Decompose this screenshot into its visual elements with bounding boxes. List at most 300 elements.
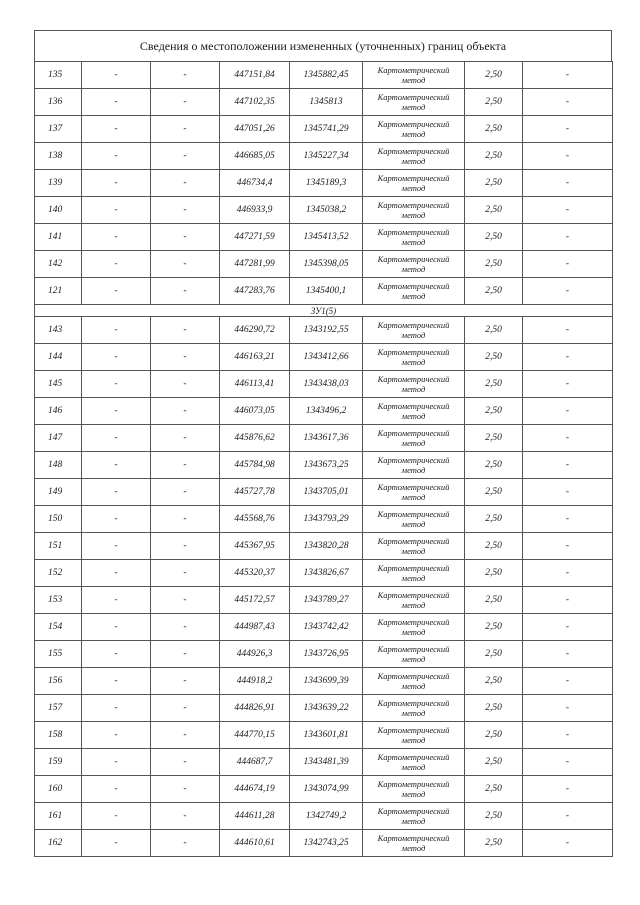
method-cell xyxy=(363,749,465,776)
point-number: 144 xyxy=(35,344,82,371)
x-coordinate: 444987,43 xyxy=(220,614,290,641)
description-cell: - xyxy=(523,533,613,560)
old-y-cell: - xyxy=(151,479,220,506)
x-coordinate: 446163,21 xyxy=(220,344,290,371)
old-y-cell: - xyxy=(151,803,220,830)
y-coordinate: 1343726,95 xyxy=(290,641,363,668)
method-text: метод xyxy=(401,465,426,475)
x-coordinate: 445568,76 xyxy=(220,506,290,533)
method-text: метод xyxy=(401,357,426,367)
y-coordinate: 1345813 xyxy=(290,89,363,116)
old-x-cell: - xyxy=(82,344,151,371)
accuracy-cell: 2,50 xyxy=(465,695,523,722)
table-row xyxy=(35,116,613,143)
method-text: метод xyxy=(401,843,426,853)
y-coordinate: 1345189,3 xyxy=(290,170,363,197)
accuracy-cell: 2,50 xyxy=(465,749,523,776)
y-coordinate: 1343074,99 xyxy=(290,776,363,803)
table-row xyxy=(35,749,613,776)
method-text: метод xyxy=(401,210,426,220)
method-text: метод xyxy=(401,789,426,799)
accuracy-cell: 2,50 xyxy=(465,641,523,668)
old-y-cell: - xyxy=(151,452,220,479)
old-x-cell: - xyxy=(82,251,151,278)
accuracy-cell: 2,50 xyxy=(465,614,523,641)
x-coordinate: 447283,76 xyxy=(220,278,290,305)
description-cell: - xyxy=(523,749,613,776)
table-row xyxy=(35,62,613,89)
description-cell: - xyxy=(523,668,613,695)
point-number: 145 xyxy=(35,371,82,398)
method-text: метод xyxy=(401,129,426,139)
description-cell: - xyxy=(523,452,613,479)
old-y-cell: - xyxy=(151,560,220,587)
accuracy-cell: 2,50 xyxy=(465,560,523,587)
x-coordinate: 444918,2 xyxy=(220,668,290,695)
y-coordinate: 1343699,39 xyxy=(290,668,363,695)
point-number: 157 xyxy=(35,695,82,722)
description-cell: - xyxy=(523,398,613,425)
description-cell: - xyxy=(523,143,613,170)
old-x-cell: - xyxy=(82,560,151,587)
accuracy-cell: 2,50 xyxy=(465,197,523,224)
method-text: метод xyxy=(401,546,426,556)
old-x-cell: - xyxy=(82,776,151,803)
x-coordinate: 445320,37 xyxy=(220,560,290,587)
method-text: Картометрический xyxy=(377,752,450,762)
accuracy-cell: 2,50 xyxy=(465,398,523,425)
point-number: 140 xyxy=(35,197,82,224)
method-text: Картометрический xyxy=(377,644,450,654)
table-row xyxy=(35,830,613,857)
old-y-cell: - xyxy=(151,749,220,776)
old-x-cell: - xyxy=(82,722,151,749)
description-cell: - xyxy=(523,425,613,452)
y-coordinate: 1343742,42 xyxy=(290,614,363,641)
old-x-cell: - xyxy=(82,695,151,722)
method-text: Картометрический xyxy=(377,254,450,264)
x-coordinate: 446734,4 xyxy=(220,170,290,197)
table-row xyxy=(35,89,613,116)
accuracy-cell: 2,50 xyxy=(465,170,523,197)
old-y-cell: - xyxy=(151,197,220,224)
accuracy-cell: 2,50 xyxy=(465,344,523,371)
x-coordinate: 445727,78 xyxy=(220,479,290,506)
table-row xyxy=(35,224,613,251)
method-text: Картометрический xyxy=(377,401,450,411)
old-y-cell: - xyxy=(151,425,220,452)
table-row xyxy=(35,668,613,695)
method-text: Картометрический xyxy=(377,482,450,492)
x-coordinate: 447051,26 xyxy=(220,116,290,143)
method-text: Картометрический xyxy=(377,698,450,708)
document-page xyxy=(34,30,612,857)
old-x-cell: - xyxy=(82,143,151,170)
y-coordinate: 1345413,52 xyxy=(290,224,363,251)
x-coordinate: 446113,41 xyxy=(220,371,290,398)
accuracy-cell: 2,50 xyxy=(465,587,523,614)
accuracy-cell: 2,50 xyxy=(465,506,523,533)
old-y-cell: - xyxy=(151,776,220,803)
x-coordinate: 447102,35 xyxy=(220,89,290,116)
old-y-cell: - xyxy=(151,722,220,749)
accuracy-cell: 2,50 xyxy=(465,371,523,398)
point-number: 162 xyxy=(35,830,82,857)
method-text: метод xyxy=(401,291,426,301)
y-coordinate: 1342743,25 xyxy=(290,830,363,857)
old-y-cell: - xyxy=(151,695,220,722)
point-number: 143 xyxy=(35,317,82,344)
table-row xyxy=(35,452,613,479)
method-cell xyxy=(363,425,465,452)
method-cell xyxy=(363,62,465,89)
old-x-cell: - xyxy=(82,116,151,143)
table-row xyxy=(35,371,613,398)
accuracy-cell: 2,50 xyxy=(465,479,523,506)
y-coordinate: 1345227,34 xyxy=(290,143,363,170)
accuracy-cell: 2,50 xyxy=(465,251,523,278)
method-cell xyxy=(363,479,465,506)
y-coordinate: 1343793,29 xyxy=(290,506,363,533)
method-text: Картометрический xyxy=(377,725,450,735)
table-title: Сведения о местоположении измененных (уточненных) границ объекта xyxy=(34,30,612,61)
x-coordinate: 444926,3 xyxy=(220,641,290,668)
old-x-cell: - xyxy=(82,89,151,116)
method-cell xyxy=(363,668,465,695)
description-cell: - xyxy=(523,224,613,251)
method-text: Картометрический xyxy=(377,563,450,573)
method-text: метод xyxy=(401,627,426,637)
accuracy-cell: 2,50 xyxy=(465,830,523,857)
y-coordinate: 1343826,67 xyxy=(290,560,363,587)
description-cell: - xyxy=(523,479,613,506)
old-x-cell: - xyxy=(82,278,151,305)
y-coordinate: 1343481,39 xyxy=(290,749,363,776)
method-text: метод xyxy=(401,762,426,772)
x-coordinate: 444687,7 xyxy=(220,749,290,776)
table-row xyxy=(35,803,613,830)
method-text: метод xyxy=(401,183,426,193)
method-text: Картометрический xyxy=(377,590,450,600)
method-cell xyxy=(363,197,465,224)
point-number: 158 xyxy=(35,722,82,749)
old-x-cell: - xyxy=(82,614,151,641)
old-x-cell: - xyxy=(82,803,151,830)
description-cell: - xyxy=(523,695,613,722)
old-y-cell: - xyxy=(151,89,220,116)
description-cell: - xyxy=(523,587,613,614)
method-text: Картометрический xyxy=(377,455,450,465)
x-coordinate: 446933,9 xyxy=(220,197,290,224)
table-row xyxy=(35,722,613,749)
method-cell xyxy=(363,587,465,614)
y-coordinate: 1343496,2 xyxy=(290,398,363,425)
description-cell: - xyxy=(523,278,613,305)
old-x-cell: - xyxy=(82,641,151,668)
method-text: Картометрический xyxy=(377,200,450,210)
old-x-cell: - xyxy=(82,533,151,560)
y-coordinate: 1345882,45 xyxy=(290,62,363,89)
method-text: Картометрический xyxy=(377,227,450,237)
x-coordinate: 445784,98 xyxy=(220,452,290,479)
method-text: Картометрический xyxy=(377,374,450,384)
method-text: метод xyxy=(401,681,426,691)
y-coordinate: 1345398,05 xyxy=(290,251,363,278)
method-text: Картометрический xyxy=(377,617,450,627)
method-text: метод xyxy=(401,708,426,718)
point-number: 150 xyxy=(35,506,82,533)
method-text: метод xyxy=(401,654,426,664)
method-text: Картометрический xyxy=(377,536,450,546)
point-number: 136 xyxy=(35,89,82,116)
method-cell xyxy=(363,776,465,803)
y-coordinate: 1345741,29 xyxy=(290,116,363,143)
x-coordinate: 444770,15 xyxy=(220,722,290,749)
table-row xyxy=(35,398,613,425)
description-cell: - xyxy=(523,89,613,116)
accuracy-cell: 2,50 xyxy=(465,278,523,305)
point-number: 149 xyxy=(35,479,82,506)
table-row xyxy=(35,533,613,560)
y-coordinate: 1345038,2 xyxy=(290,197,363,224)
point-number: 135 xyxy=(35,62,82,89)
method-cell xyxy=(363,722,465,749)
method-text: метод xyxy=(401,438,426,448)
point-number: 148 xyxy=(35,452,82,479)
point-number: 155 xyxy=(35,641,82,668)
description-cell: - xyxy=(523,371,613,398)
method-cell xyxy=(363,170,465,197)
old-y-cell: - xyxy=(151,344,220,371)
method-text: метод xyxy=(401,156,426,166)
old-y-cell: - xyxy=(151,614,220,641)
accuracy-cell: 2,50 xyxy=(465,62,523,89)
description-cell: - xyxy=(523,170,613,197)
old-x-cell: - xyxy=(82,62,151,89)
x-coordinate: 444674,19 xyxy=(220,776,290,803)
x-coordinate: 444611,28 xyxy=(220,803,290,830)
x-coordinate: 446685,05 xyxy=(220,143,290,170)
method-text: Картометрический xyxy=(377,173,450,183)
old-x-cell: - xyxy=(82,830,151,857)
old-x-cell: - xyxy=(82,224,151,251)
point-number: 139 xyxy=(35,170,82,197)
method-cell xyxy=(363,278,465,305)
table-row xyxy=(35,170,613,197)
table-row xyxy=(35,344,613,371)
old-y-cell: - xyxy=(151,506,220,533)
x-coordinate: 447271,59 xyxy=(220,224,290,251)
point-number: 138 xyxy=(35,143,82,170)
y-coordinate: 1343412,66 xyxy=(290,344,363,371)
method-text: Картометрический xyxy=(377,671,450,681)
x-coordinate: 446073,05 xyxy=(220,398,290,425)
accuracy-cell: 2,50 xyxy=(465,224,523,251)
description-cell: - xyxy=(523,116,613,143)
point-number: 142 xyxy=(35,251,82,278)
description-cell: - xyxy=(523,830,613,857)
point-number: 161 xyxy=(35,803,82,830)
method-text: метод xyxy=(401,102,426,112)
method-text: метод xyxy=(401,735,426,745)
method-text: Картометрический xyxy=(377,347,450,357)
accuracy-cell: 2,50 xyxy=(465,533,523,560)
old-x-cell: - xyxy=(82,197,151,224)
method-cell xyxy=(363,614,465,641)
table-row xyxy=(35,587,613,614)
x-coordinate: 445367,95 xyxy=(220,533,290,560)
table-row xyxy=(35,479,613,506)
point-number: 152 xyxy=(35,560,82,587)
old-y-cell: - xyxy=(151,278,220,305)
y-coordinate: 1343617,36 xyxy=(290,425,363,452)
method-cell xyxy=(363,506,465,533)
old-x-cell: - xyxy=(82,479,151,506)
description-cell: - xyxy=(523,560,613,587)
accuracy-cell: 2,50 xyxy=(465,143,523,170)
table-row xyxy=(35,641,613,668)
method-text: Картометрический xyxy=(377,281,450,291)
old-y-cell: - xyxy=(151,830,220,857)
method-cell xyxy=(363,89,465,116)
method-cell xyxy=(363,344,465,371)
method-text: метод xyxy=(401,330,426,340)
description-cell: - xyxy=(523,614,613,641)
old-y-cell: - xyxy=(151,641,220,668)
method-text: Картометрический xyxy=(377,509,450,519)
point-number: 151 xyxy=(35,533,82,560)
method-cell xyxy=(363,803,465,830)
y-coordinate: 1343705,01 xyxy=(290,479,363,506)
point-number: 147 xyxy=(35,425,82,452)
method-text: Картометрический xyxy=(377,65,450,75)
coordinates-table xyxy=(34,61,613,857)
description-cell: - xyxy=(523,506,613,533)
table-row xyxy=(35,143,613,170)
point-number: 156 xyxy=(35,668,82,695)
table-row xyxy=(35,278,613,305)
method-text: Картометрический xyxy=(377,119,450,129)
method-cell xyxy=(363,830,465,857)
method-text: Картометрический xyxy=(377,833,450,843)
table-row xyxy=(35,317,613,344)
old-y-cell: - xyxy=(151,398,220,425)
table-row xyxy=(35,506,613,533)
method-cell xyxy=(363,560,465,587)
method-text: метод xyxy=(401,600,426,610)
y-coordinate: 1345400,1 xyxy=(290,278,363,305)
y-coordinate: 1343438,03 xyxy=(290,371,363,398)
old-y-cell: - xyxy=(151,251,220,278)
accuracy-cell: 2,50 xyxy=(465,425,523,452)
table-row xyxy=(35,776,613,803)
method-cell xyxy=(363,533,465,560)
point-number: 137 xyxy=(35,116,82,143)
old-y-cell: - xyxy=(151,170,220,197)
accuracy-cell: 2,50 xyxy=(465,668,523,695)
method-text: метод xyxy=(401,492,426,502)
old-x-cell: - xyxy=(82,749,151,776)
table-row xyxy=(35,425,613,452)
method-text: Картометрический xyxy=(377,428,450,438)
point-number: 154 xyxy=(35,614,82,641)
method-text: метод xyxy=(401,264,426,274)
method-text: метод xyxy=(401,816,426,826)
old-y-cell: - xyxy=(151,224,220,251)
table-row xyxy=(35,614,613,641)
description-cell: - xyxy=(523,317,613,344)
old-y-cell: - xyxy=(151,371,220,398)
method-cell xyxy=(363,224,465,251)
description-cell: - xyxy=(523,803,613,830)
method-text: метод xyxy=(401,573,426,583)
old-x-cell: - xyxy=(82,668,151,695)
method-text: метод xyxy=(401,75,426,85)
accuracy-cell: 2,50 xyxy=(465,452,523,479)
old-x-cell: - xyxy=(82,317,151,344)
method-text: Картометрический xyxy=(377,92,450,102)
section-label: ЗУ1(5) xyxy=(35,305,613,317)
point-number: 153 xyxy=(35,587,82,614)
table-body xyxy=(35,62,613,857)
y-coordinate: 1343820,28 xyxy=(290,533,363,560)
point-number: 159 xyxy=(35,749,82,776)
method-cell xyxy=(363,371,465,398)
description-cell: - xyxy=(523,251,613,278)
method-cell xyxy=(363,398,465,425)
y-coordinate: 1342749,2 xyxy=(290,803,363,830)
y-coordinate: 1343789,27 xyxy=(290,587,363,614)
x-coordinate: 444610,61 xyxy=(220,830,290,857)
old-x-cell: - xyxy=(82,506,151,533)
old-x-cell: - xyxy=(82,398,151,425)
table-row xyxy=(35,560,613,587)
method-text: метод xyxy=(401,384,426,394)
x-coordinate: 445172,57 xyxy=(220,587,290,614)
point-number: 146 xyxy=(35,398,82,425)
method-cell xyxy=(363,317,465,344)
section-separator-row xyxy=(35,305,613,317)
old-x-cell: - xyxy=(82,170,151,197)
method-cell xyxy=(363,641,465,668)
description-cell: - xyxy=(523,776,613,803)
old-y-cell: - xyxy=(151,116,220,143)
description-cell: - xyxy=(523,722,613,749)
accuracy-cell: 2,50 xyxy=(465,776,523,803)
method-text: Картометрический xyxy=(377,806,450,816)
old-x-cell: - xyxy=(82,587,151,614)
y-coordinate: 1343639,22 xyxy=(290,695,363,722)
table-row xyxy=(35,197,613,224)
method-text: Картометрический xyxy=(377,320,450,330)
table-row xyxy=(35,695,613,722)
method-cell xyxy=(363,695,465,722)
y-coordinate: 1343192,55 xyxy=(290,317,363,344)
method-text: Картометрический xyxy=(377,779,450,789)
old-y-cell: - xyxy=(151,587,220,614)
x-coordinate: 446290,72 xyxy=(220,317,290,344)
accuracy-cell: 2,50 xyxy=(465,116,523,143)
accuracy-cell: 2,50 xyxy=(465,89,523,116)
old-y-cell: - xyxy=(151,62,220,89)
x-coordinate: 447151,84 xyxy=(220,62,290,89)
method-text: Картометрический xyxy=(377,146,450,156)
description-cell: - xyxy=(523,641,613,668)
method-cell xyxy=(363,452,465,479)
method-cell xyxy=(363,116,465,143)
old-y-cell: - xyxy=(151,533,220,560)
x-coordinate: 444826,91 xyxy=(220,695,290,722)
